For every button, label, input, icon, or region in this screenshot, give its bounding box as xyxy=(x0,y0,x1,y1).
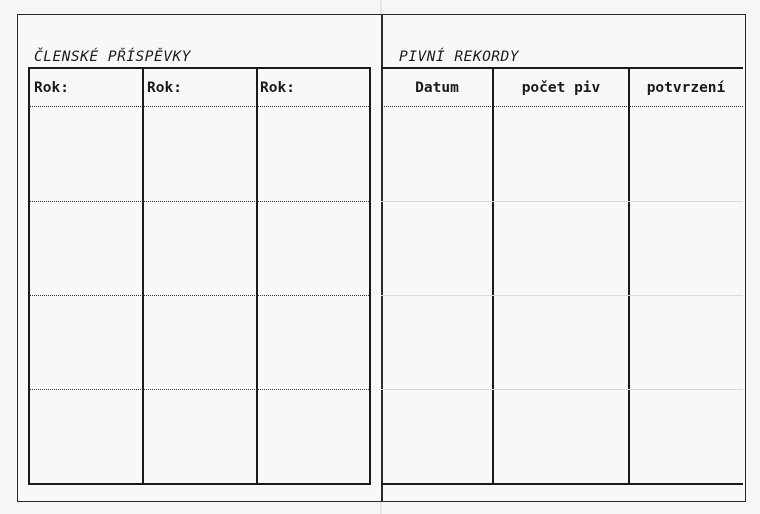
row-divider xyxy=(30,389,369,390)
records-table xyxy=(381,67,743,485)
page-membership-fees xyxy=(17,14,382,502)
page-beer-records xyxy=(382,14,746,502)
column-divider xyxy=(142,69,144,483)
row-divider xyxy=(381,389,743,390)
row-divider xyxy=(381,201,743,202)
header-cell-year-3: Rok: xyxy=(260,80,295,96)
fees-table xyxy=(28,67,371,485)
header-cell-confirmation: potvrzení xyxy=(646,80,726,96)
column-divider xyxy=(256,69,258,483)
row-divider xyxy=(381,295,743,296)
header-cell-date: Datum xyxy=(415,80,459,96)
page-title: ČLENSKÉ PŘÍSPĚVKY xyxy=(34,49,191,65)
row-divider xyxy=(30,201,369,202)
header-cell-year-2: Rok: xyxy=(147,80,182,96)
column-divider xyxy=(628,69,630,483)
row-divider xyxy=(30,295,369,296)
header-cell-year-1: Rok: xyxy=(34,80,69,96)
column-divider xyxy=(492,69,494,483)
page-title: PIVNÍ REKORDY xyxy=(399,49,519,65)
header-cell-beer-count: počet piv xyxy=(521,80,601,96)
